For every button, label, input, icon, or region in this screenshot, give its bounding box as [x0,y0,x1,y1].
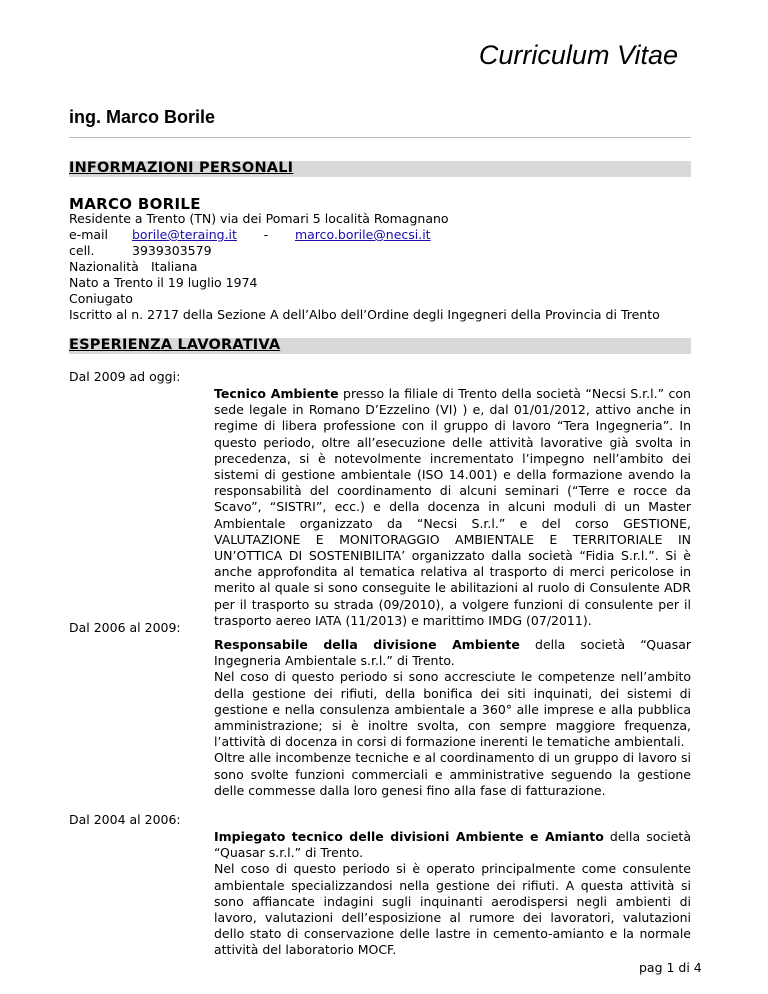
experience-text: presso la filiale di Trento della società “Necsi S.r.l.” con sede legale in Romano D’Ezzelino (VI) ) e, dal 01/01/2012, attivo anche in regime di libera professione con il gruppo di lavoro “Tera Ingegneria”. In questo periodo, oltre all’esecuzione delle attività lavorative già svolta in precedenza, si è notevolmente incrementato l’impegno nell’ambito dei sistemi di gestione ambientale (ISO 14.001) e della formazione avendo la responsabilità del coordinamento di alcuni seminari (“Terre e rocce da Scavo”, “SISTRI”, ecc.) e della docenza in alcuni moduli di un Master Ambientale organizzato da “Necsi S.r.l.” e del corso GESTIONE, VALUTAZIONE E MONITORAGGIO AMBIENTALE E TERRITORIALE IN UN’OTTICA DI SOSTENIBILITA’ organizzato dalla società “Fidia S.r.l.”. Si è anche approfondita al tematica relativa al trasporto di merci pericolose in merito al quale si sono conseguite le abilitazioni al ruolo di Consulente ADR per il trasporto su strada (09/2010), a volgere funzioni di consulente per il trasporto aereo IATA (11/2013) e marittimo IMDG (07/2011). [214,386,691,628]
email-label: e-mail [69,227,108,242]
experience-description [214,637,691,799]
experience-period: Dal 2009 ad oggi: [69,369,181,384]
registration-line: Iscritto al n. 2717 della Sezione A dell’Albo dell’Ordine degli Ingegneri della Provincia di Trento [69,307,660,322]
email-link-1[interactable]: borile@teraing.it [132,227,237,242]
cell-label: cell. [69,243,95,258]
document-header-title: Curriculum Vitae [478,40,678,70]
experience-description [214,829,691,959]
experience-role: Responsabile della divisione Ambiente [214,637,520,652]
section-personal-title: INFORMAZIONI PERSONALI [69,160,294,176]
email-line [69,227,431,243]
experience-paragraph: Nel coso di questo periodo si sono accresciute le competenze nell’ambito della gestione dei rifiuti, della bonifica dei siti inquinati, dei sistemi di gestione e nella consulenza ambientale a 360° alle imprese e alla pubblica amministrazione; si è inoltre svolta, con sempre maggiore frequenza, l’attività di docenza in corsi di formazione inerenti le tematiche ambientali. [214,669,691,750]
email-separator: - [263,227,269,242]
page-number: pag 1 di 4 [639,960,702,975]
experience-description [214,386,691,629]
email-link-2[interactable]: marco.borile@necsi.it [294,227,431,242]
cell-number: 3939303579 [132,243,212,258]
experience-paragraph: Oltre alle incombenze tecniche e al coordinamento di un gruppo di lavoro si sono svolte funzioni commerciali e amministrative seguendo la gestione delle commesse dalla loro genesi fino alla fase di fatturazione. [214,750,691,798]
person-full-name: MARCO BORILE [69,195,201,213]
experience-role: Tecnico Ambiente [214,386,339,401]
experience-text: della società “Quasar Ingegneria Ambientale s.r.l.” di Trento. [214,637,691,669]
experience-text: della società “Quasar s.r.l.” di Trento. [214,829,691,861]
nationality-label: Nazionalità [69,259,139,274]
experience-period: Dal 2006 al 2009: [69,620,181,635]
residence-line: Residente a Trento (TN) via dei Pomari 5 località Romagnano [69,211,449,226]
cv-name-heading: ing. Marco Borile [69,107,216,127]
experience-paragraph: Nel coso di questo periodo si è operato principalmente come consulente ambientale specializzandosi nella gestione dei rifiuti. A questa attività si sono affiancate indagini sugli inquinanti aerodispersi negli ambienti di lavoro, valutazioni dell’esposizione al rumore dei lavoratori, valutazioni dello stato di conservazione delle lastre in cemento-amianto e la normale attività del laboratorio MOCF. [214,861,691,958]
experience-role: Impiegato tecnico delle divisioni Ambiente e Amianto [214,829,604,844]
header-divider [69,137,691,138]
section-work-title: ESPERIENZA LAVORATIVA [69,337,281,353]
cell-line [69,243,212,259]
section-work-experience [69,338,691,354]
nationality-value: Italiana [151,259,198,274]
nationality-line [69,259,197,275]
birth-line: Nato a Trento il 19 luglio 1974 [69,275,258,290]
section-personal-info [69,161,691,177]
experience-period: Dal 2004 al 2006: [69,812,181,827]
marital-line: Coniugato [69,291,133,306]
